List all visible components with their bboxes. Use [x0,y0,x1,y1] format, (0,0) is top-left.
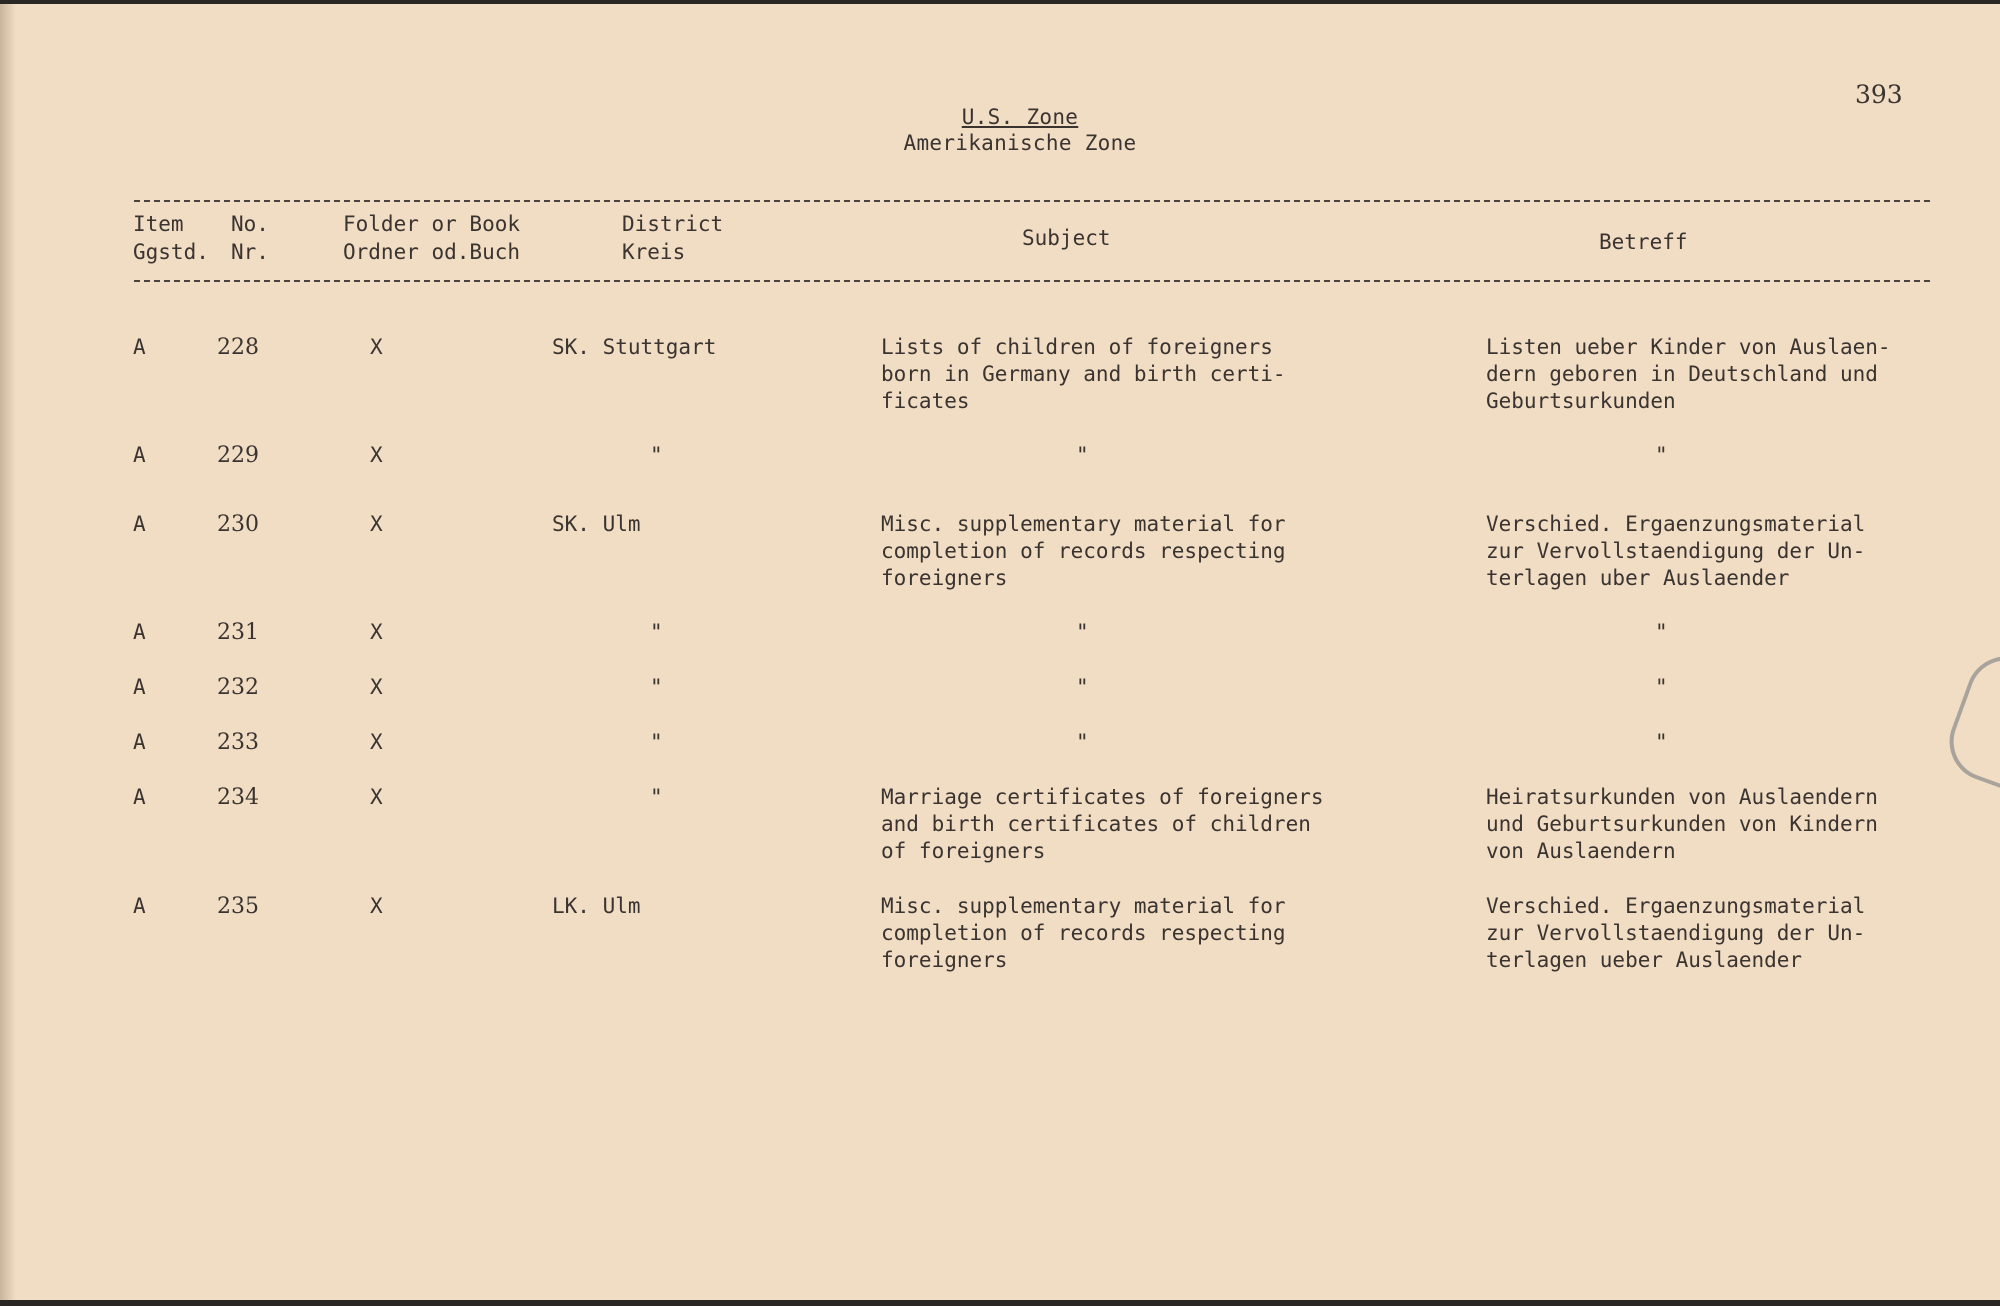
cell-subject: Marriage certificates of foreigners and birth certificates of children of foreigners [881,785,1324,863]
cell-item: A [133,443,146,467]
cell-subject: Misc. supplementary material for completion of records respecting foreigners [881,894,1286,972]
cell-item: A [133,620,146,644]
cell-item: A [133,785,146,809]
cell-subject: " [1076,730,1089,754]
cell-betreff: " [1655,730,1668,754]
cell-no: 232 [217,675,259,700]
header-subject: Subject [1022,226,1111,250]
cell-item: A [133,335,146,359]
cell-folder: X [370,512,383,536]
cell-no: 235 [217,894,259,919]
cell-district: " [650,443,663,467]
cell-betreff: Heiratsurkunden von Auslaendern und Geburtsurkunden von Kindern von Auslaendern [1486,785,1878,863]
header-item: Item Ggstd. [133,212,209,264]
header-no: No. Nr. [231,212,269,264]
cell-district: " [650,620,663,644]
header-folder: Folder or Book Ordner od.Buch [343,212,521,264]
header-top-rule [134,200,1930,202]
cell-subject: " [1076,620,1089,644]
cell-no: 228 [217,335,259,360]
header-bottom-rule [134,280,1930,282]
cell-district: " [650,730,663,754]
cell-no: 230 [217,512,259,537]
cell-no: 234 [217,785,259,810]
cell-item: A [133,730,146,754]
cell-folder: X [370,785,383,809]
cell-district: LK. Ulm [552,894,641,918]
cell-betreff: " [1655,675,1668,699]
cell-folder: X [370,675,383,699]
header-betreff: Betreff [1599,230,1688,254]
cell-district: SK. Ulm [552,512,641,536]
page-number: 393 [1855,80,1903,109]
cell-district: SK. Stuttgart [552,335,717,359]
header-district: District Kreis [622,212,724,264]
zone-subtitle: Amerikanische Zone [903,131,1137,155]
cell-betreff: " [1655,443,1668,467]
cell-no: 229 [217,443,259,468]
cell-item: A [133,512,146,536]
cell-folder: X [370,443,383,467]
cell-betreff: Listen ueber Kinder von Auslaen- dern geboren in Deutschland und Geburtsurkunden [1486,335,1891,413]
cell-betreff: " [1655,620,1668,644]
cell-item: A [133,894,146,918]
cell-folder: X [370,730,383,754]
page-edge-shadow [0,4,16,1300]
cell-betreff: Verschied. Ergaenzungsmaterial zur Vervollstaendigung der Un- terlagen uber Auslaender [1486,512,1866,590]
cell-folder: X [370,335,383,359]
cell-district: " [650,675,663,699]
cell-folder: X [370,620,383,644]
cell-subject: Misc. supplementary material for completion of records respecting foreigners [881,512,1286,590]
cell-betreff: Verschied. Ergaenzungsmaterial zur Vervollstaendigung der Un- terlagen ueber Auslaender [1486,894,1866,972]
paper-clip [1938,645,2000,791]
cell-district: " [650,785,663,809]
cell-item: A [133,675,146,699]
cell-no: 231 [217,620,259,645]
cell-subject: " [1076,443,1089,467]
cell-subject: Lists of children of foreigners born in Germany and birth certi- ficates [881,335,1286,413]
cell-folder: X [370,894,383,918]
cell-subject: " [1076,675,1089,699]
cell-no: 233 [217,730,259,755]
zone-title: U.S. Zone [961,105,1079,129]
